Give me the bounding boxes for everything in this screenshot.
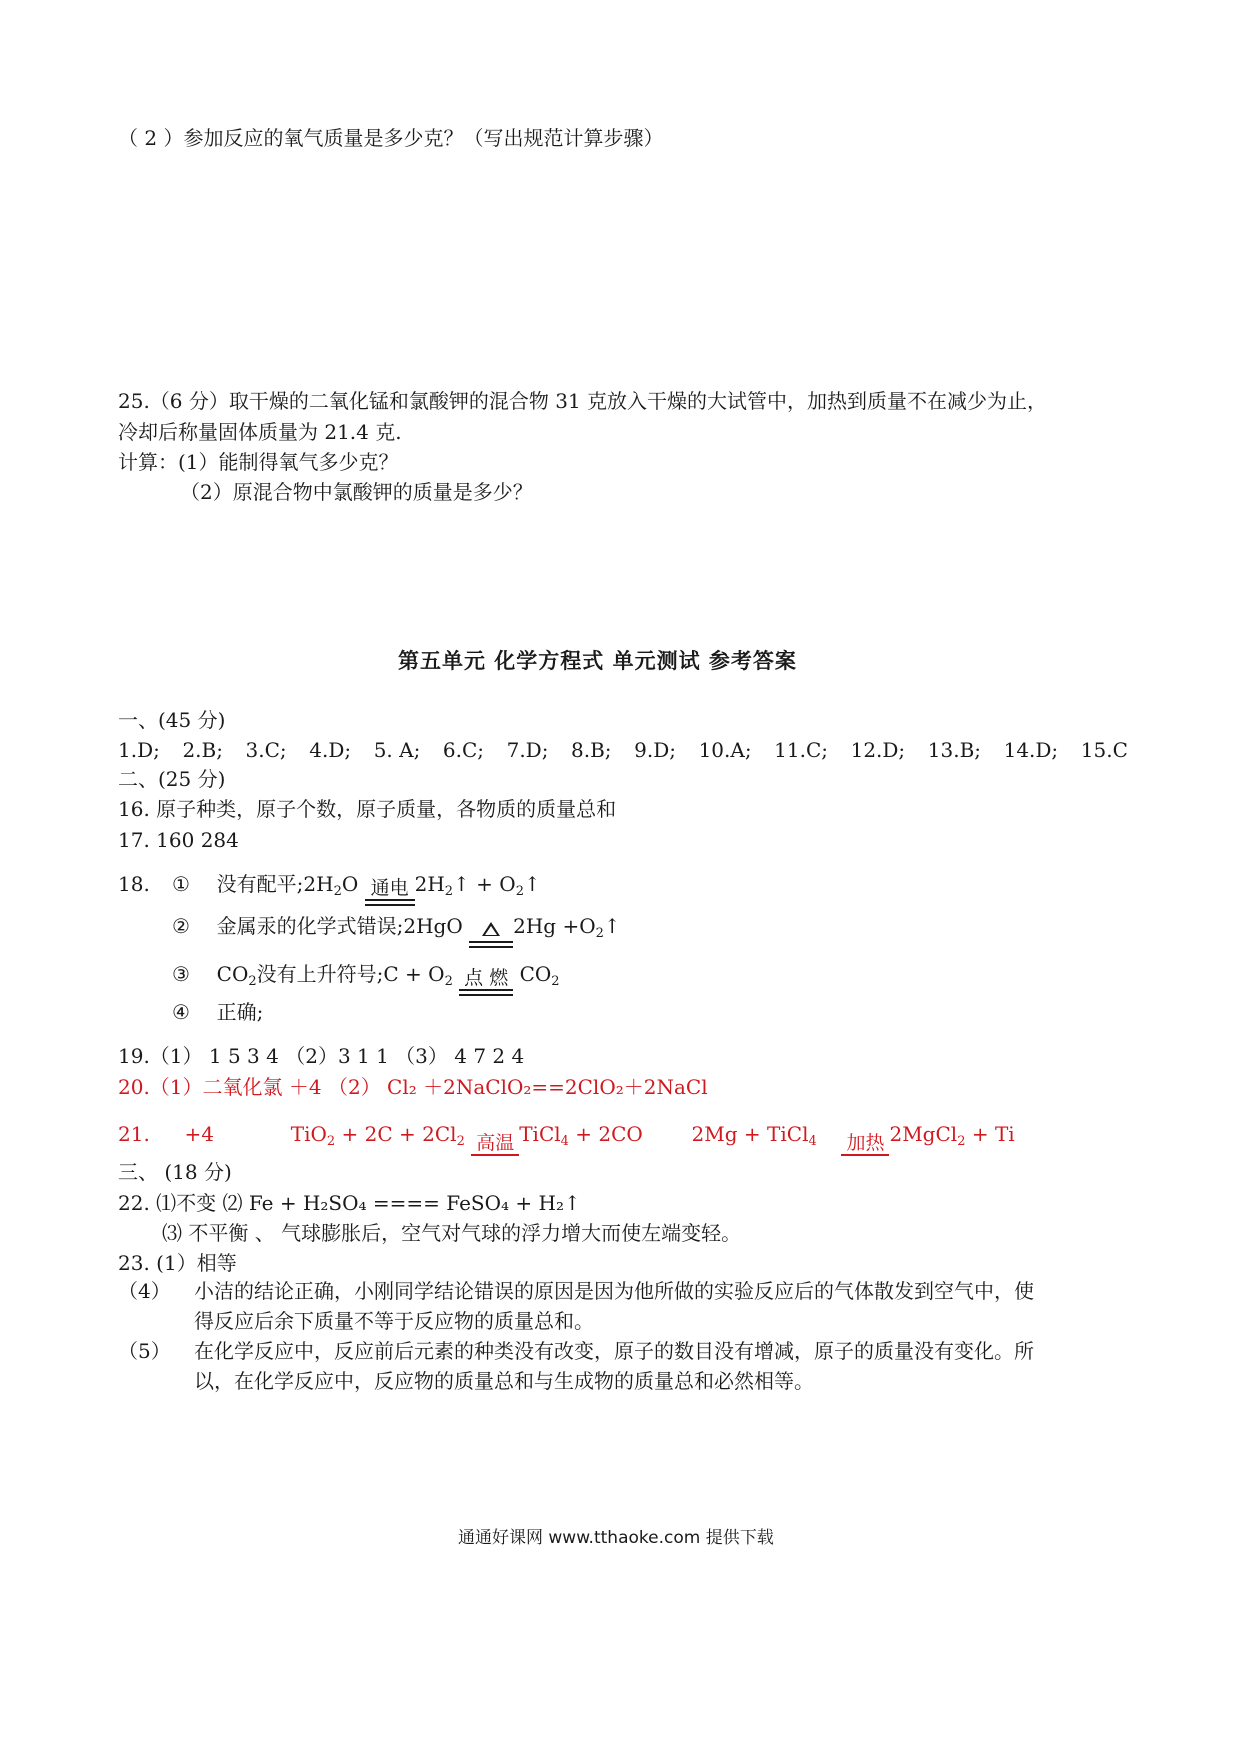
circled-3-marker: ③ xyxy=(172,962,190,986)
eq2-reactants: 2Mg + TiCl xyxy=(691,1122,809,1146)
answer-23-4-number: （4） xyxy=(118,1279,171,1303)
eq1-reactant-1: TiO xyxy=(290,1122,327,1146)
condition-ignite: 点 燃 xyxy=(464,967,509,989)
item-1-product: 2H xyxy=(414,872,445,896)
eq2-product: 2MgCl xyxy=(889,1122,958,1146)
question-25-line-2: 冷却后称量固体质量为 21.4 克. xyxy=(118,420,402,444)
answer-23-5-line-1: 在化学反应中，反应前后元素的种类没有改变，原子的数目没有增减，原子的质量没有变化。所 xyxy=(194,1339,1034,1363)
question-25-line-1: 25.（6 分）取干燥的二氧化锰和氯酸钾的混合物 31 克放入干燥的大试管中，加热到质量不在减少为止， xyxy=(118,389,1048,413)
answer-9: 9.D; xyxy=(634,738,676,762)
answer-13: 13.B; xyxy=(927,738,982,762)
section-1-answers xyxy=(118,736,1128,764)
answer-16: 16. 原子种类，原子个数，原子质量，各物质的质量总和 xyxy=(118,797,617,821)
heat-triangle-icon xyxy=(482,922,500,936)
answer-19: 19.（1） 1 5 3 4 （2）3 1 1 （3） 4 7 2 4 xyxy=(118,1044,525,1068)
answer-3: 3.C; xyxy=(245,738,287,762)
up-arrow: ↑ xyxy=(523,872,541,896)
answer-22-line-1: 22. ⑴不变 ⑵ Fe + H₂SO₄ ==== FeSO₄ + H₂↑ xyxy=(118,1191,581,1215)
answer-4: 4.D; xyxy=(309,738,352,762)
answer-10: 10.A; xyxy=(698,738,752,762)
answer-23-5-line-2: 以，在化学反应中，反应物的质量总和与生成物的质量总和必然相等。 xyxy=(194,1369,814,1393)
answer-6: 6.C; xyxy=(442,738,485,762)
answer-21: 21. +4 $TiO_2 + 2C + 2Cl_2$ 高温 TiCl$_4$ + 2CO 2Mg + TiCl$_4$ 加热 2MgCl$_2$ + Ti xyxy=(118,1122,1015,1154)
item-2-product: 2Hg +O xyxy=(513,914,596,938)
question-24-part-2: （ 2 ）参加反应的氧气质量是多少克？（写出规范计算步骤） xyxy=(118,126,664,150)
answer-22-line-2: ⑶ 不平衡 、 气球膨胀后，空气对气球的浮力增大而使左端变轻。 xyxy=(162,1221,742,1245)
answer-17: 17. 160 284 xyxy=(118,828,239,852)
condition-heating: 加热 xyxy=(846,1132,885,1154)
answer-1: 1.D; xyxy=(118,738,160,762)
section-2-header: 二、(25 分) xyxy=(118,767,226,791)
question-25-line-4: （2）原混合物中氯酸钾的质量是多少？ xyxy=(180,480,533,504)
question-25-line-3: 计算：(1）能制得氧气多少克？ xyxy=(118,450,399,474)
answer-20: 20.（1）二氧化氯 ＋4 （2） Cl₂ ＋2NaClO₂==2ClO₂＋2NaCl xyxy=(118,1075,708,1099)
page-footer: 通通好课网 www.tthaoke.com 提供下载 xyxy=(458,1528,774,1548)
condition-high-temp: 高温 xyxy=(476,1132,515,1154)
answer-14: 14.D; xyxy=(1003,738,1059,762)
condition-electrolysis: 通电 xyxy=(370,877,409,899)
eq1-product: TiCl xyxy=(519,1122,561,1146)
circled-4-marker: ④ xyxy=(172,1000,190,1024)
answer-12: 12.D; xyxy=(850,738,906,762)
eq1-reactants: + 2C + 2Cl xyxy=(335,1122,457,1146)
item-2-text: 金属汞的化学式错误;2HgO xyxy=(216,914,463,938)
answer-21-number: 21. xyxy=(118,1122,150,1146)
answer-8: 8.B; xyxy=(571,738,612,762)
eq2-product-2: + Ti xyxy=(965,1122,1015,1146)
answer-7: 7.D; xyxy=(506,738,549,762)
answer-15: 15.C xyxy=(1080,738,1128,762)
item-1-end: ↑ + O xyxy=(453,872,516,896)
section-3-header: 三、 (18 分) xyxy=(118,1160,232,1184)
item-4-text: 正确; xyxy=(216,1000,264,1024)
answer-11: 11.C; xyxy=(774,738,829,762)
item-3-text: 没有上升符号;C + O xyxy=(256,962,445,986)
answer-5: 5. A; xyxy=(373,738,421,762)
item-3-product: CO xyxy=(519,962,552,986)
circled-2-marker: ② xyxy=(172,914,190,938)
item-1-text: 没有配平;2H xyxy=(216,872,334,896)
answer-18-item-2: ② 金属汞的化学式错误;2HgO $2Hg +O_2↑$ xyxy=(172,912,621,948)
answer-key-title: 第五单元 化学方程式 单元测试 参考答案 xyxy=(398,648,797,673)
circled-1-marker: ① xyxy=(172,872,190,896)
section-1-header: 一、(45 分) xyxy=(118,708,226,732)
answer-18-item-3: ③ $CO_2$没有上升符号;C + $O_2$ 点 燃 $CO_2$ xyxy=(172,960,560,996)
eq1-product-2: + 2CO xyxy=(568,1122,643,1146)
answer-18-item-4 xyxy=(172,998,263,1026)
item-3-co: CO xyxy=(216,962,249,986)
answer-23-5-number: （5） xyxy=(118,1339,171,1363)
answer-18-number: 18. xyxy=(118,872,150,896)
answer-18-item-1: ① 没有配平$;2H_2O$ 通电 $2H_2↑$ + $O_2↑$ xyxy=(172,870,541,906)
answer-23-4-line-2: 得反应后余下质量不等于反应物的质量总和。 xyxy=(194,1309,594,1333)
answer-21-valence: +4 xyxy=(184,1122,215,1146)
answer-23-4-line-1: 小洁的结论正确，小刚同学结论错误的原因是因为他所做的实验反应后的气体散发到空气中，使 xyxy=(194,1279,1034,1303)
answer-2: 2.B; xyxy=(182,738,223,762)
up-arrow: ↑ xyxy=(603,914,621,938)
answer-23-line-1: 23. (1）相等 xyxy=(118,1251,237,1275)
